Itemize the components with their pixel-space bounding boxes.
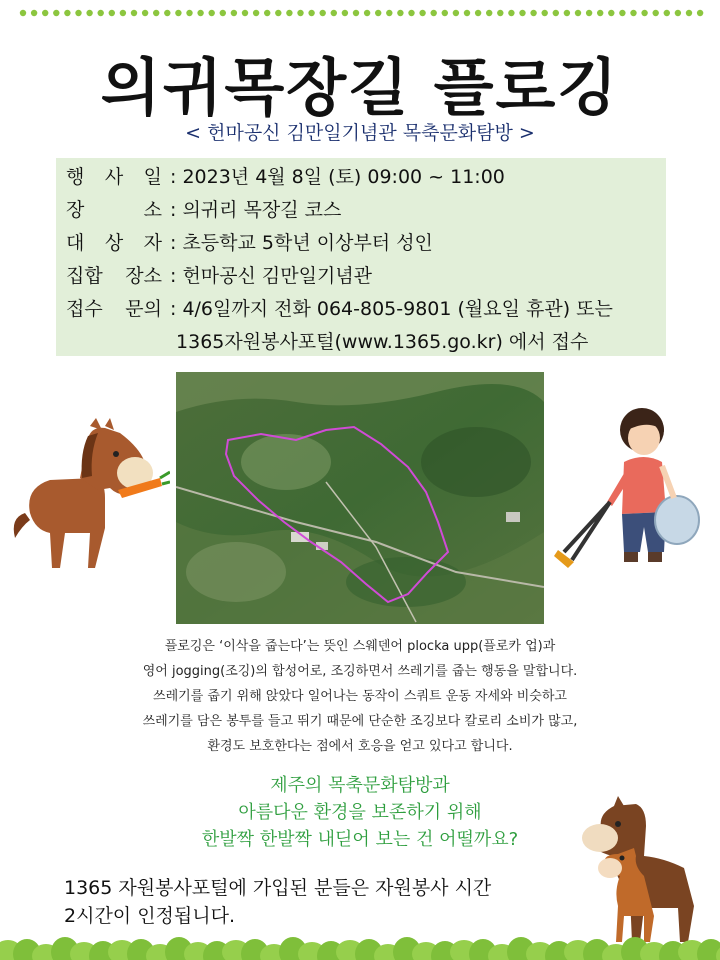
border-dot xyxy=(553,10,559,16)
info-row-target xyxy=(66,228,433,255)
info-value: 1365자원봉사포털(www.1365.go.kr) 에서 접수 xyxy=(170,331,589,353)
border-dot xyxy=(397,10,403,16)
border-dot xyxy=(475,10,481,16)
info-row-contact-cont xyxy=(66,327,588,354)
border-dot xyxy=(264,10,270,16)
border-dot xyxy=(364,10,370,16)
border-dot xyxy=(697,10,703,16)
border-dot xyxy=(375,10,381,16)
border-dot xyxy=(53,10,59,16)
slogan-line: 아름다운 환경을 보존하기 위해 xyxy=(238,802,482,823)
two-horses-illustration xyxy=(574,796,718,944)
border-dot xyxy=(242,10,248,16)
border-dot xyxy=(220,10,226,16)
info-label: 집합 장소 xyxy=(66,265,162,287)
volunteer-note xyxy=(64,874,491,930)
border-dot xyxy=(98,10,104,16)
border-dot xyxy=(542,10,548,16)
border-dot xyxy=(686,10,692,16)
border-dot xyxy=(664,10,670,16)
border-dot xyxy=(675,10,681,16)
border-dot xyxy=(131,10,137,16)
border-dot xyxy=(286,10,292,16)
plogging-description xyxy=(40,634,680,759)
page-subtitle: < 헌마공신 김만일기념관 목축문화탐방 > xyxy=(185,122,535,144)
horse-eating-carrot-illustration xyxy=(10,418,170,568)
page-title: 의귀목장길 플로깅 xyxy=(100,51,620,124)
border-dot xyxy=(253,10,259,16)
info-label: 장 소 xyxy=(66,199,162,221)
border-dot xyxy=(75,10,81,16)
info-value: : 헌마공신 김만일기념관 xyxy=(170,265,373,287)
description-line: 쓰레기를 담은 봉투를 들고 뛰기 때문에 단순한 조깅보다 칼로리 소비가 많고, xyxy=(142,714,578,729)
event-info-box xyxy=(56,158,666,356)
border-dot xyxy=(86,10,92,16)
border-dot xyxy=(275,10,281,16)
info-label: 대 상 자 xyxy=(66,232,162,254)
border-dot xyxy=(42,10,48,16)
border-dot xyxy=(20,10,26,16)
info-label: 접수 문의 xyxy=(66,298,162,320)
border-dot xyxy=(31,10,37,16)
info-value: : 2023년 4월 8일 (토) 09:00 ~ 11:00 xyxy=(170,166,505,188)
description-line: 영어 jogging(조깅)의 합성어로, 조깅하면서 쓰레기를 줍는 행동을 말합니다. xyxy=(142,664,578,679)
border-dot xyxy=(353,10,359,16)
border-dot xyxy=(109,10,115,16)
grass-border xyxy=(0,930,720,960)
border-dot xyxy=(519,10,525,16)
border-dot xyxy=(320,10,326,16)
aerial-route-map xyxy=(176,372,544,624)
top-dotted-border xyxy=(18,8,708,18)
border-dot xyxy=(308,10,314,16)
border-dot xyxy=(453,10,459,16)
border-dot xyxy=(653,10,659,16)
info-value: : 4/6일까지 전화 064-805-9801 (월요일 휴관) 또는 xyxy=(170,298,613,320)
slogan xyxy=(140,772,580,853)
info-value: : 의귀리 목장길 코스 xyxy=(170,199,342,221)
slogan-line: 한발짝 한발짝 내딛어 보는 건 어떨까요? xyxy=(201,829,519,850)
info-row-meeting xyxy=(66,261,372,288)
border-dot xyxy=(597,10,603,16)
info-row-place xyxy=(66,195,341,222)
border-dot xyxy=(408,10,414,16)
border-dot xyxy=(64,10,70,16)
border-dot xyxy=(197,10,203,16)
border-dot xyxy=(442,10,448,16)
border-dot xyxy=(209,10,215,16)
border-dot xyxy=(164,10,170,16)
description-line: 쓰레기를 줍기 위해 앉았다 일어나는 동작이 스쿼트 운동 자세와 비슷하고 xyxy=(153,689,567,704)
border-dot xyxy=(142,10,148,16)
border-dot xyxy=(120,10,126,16)
border-dot xyxy=(619,10,625,16)
border-dot xyxy=(431,10,437,16)
info-value: : 초등학교 5학년 이상부터 성인 xyxy=(170,232,433,254)
border-dot xyxy=(231,10,237,16)
border-dot xyxy=(342,10,348,16)
info-row-date xyxy=(66,162,505,189)
border-dot xyxy=(331,10,337,16)
border-dot xyxy=(464,10,470,16)
border-dot xyxy=(297,10,303,16)
border-dot xyxy=(497,10,503,16)
note-line: 1365 자원봉사포털에 가입된 분들은 자원봉사 시간 xyxy=(64,877,492,899)
border-dot xyxy=(630,10,636,16)
note-line: 2시간이 인정됩니다. xyxy=(64,905,235,927)
info-row-contact xyxy=(66,294,613,321)
border-dot xyxy=(486,10,492,16)
border-dot xyxy=(530,10,536,16)
border-dot xyxy=(175,10,181,16)
border-dot xyxy=(608,10,614,16)
border-dot xyxy=(586,10,592,16)
border-dot xyxy=(386,10,392,16)
border-dot xyxy=(641,10,647,16)
slogan-line: 제주의 목축문화탐방과 xyxy=(270,775,450,796)
border-dot xyxy=(153,10,159,16)
description-line: 환경도 보호한다는 점에서 호응을 얻고 있다고 합니다. xyxy=(207,739,513,754)
info-label: 행 사 일 xyxy=(66,166,162,188)
description-line: 플로깅은 ‘이삭을 줍는다’는 뜻인 스웨덴어 plocka upp(플로카 업)과 xyxy=(164,639,556,654)
border-dot xyxy=(186,10,192,16)
border-dot xyxy=(564,10,570,16)
border-dot xyxy=(508,10,514,16)
border-dot xyxy=(575,10,581,16)
border-dot xyxy=(419,10,425,16)
girl-picking-trash-illustration xyxy=(552,402,710,578)
